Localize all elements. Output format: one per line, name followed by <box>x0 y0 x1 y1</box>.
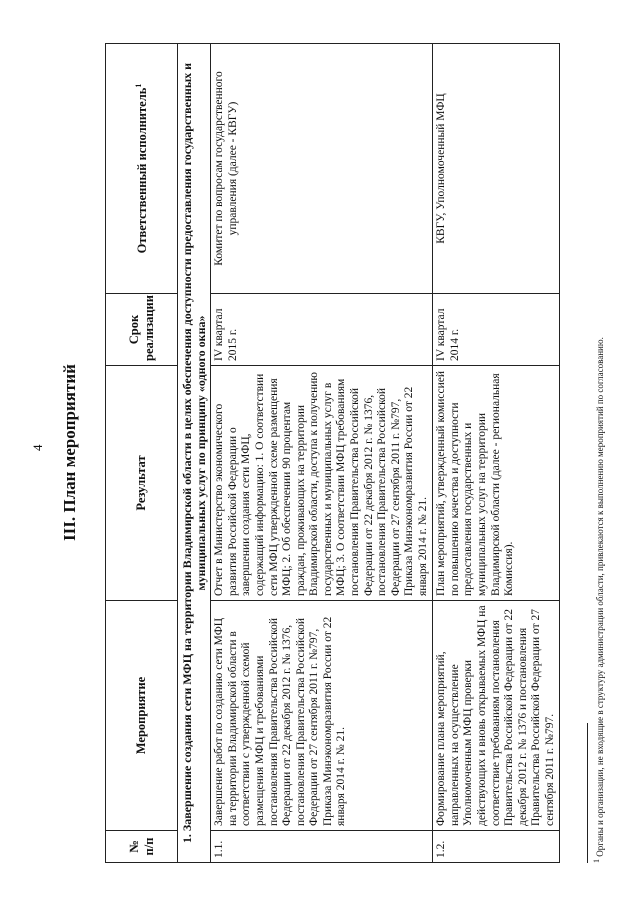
table-row <box>211 44 433 863</box>
page-title: III. План мероприятий <box>60 364 79 541</box>
row-responsible: КВГУ, Уполномоченный МФЦ <box>433 44 560 294</box>
header-num: № п/п <box>106 831 178 863</box>
table-header-row <box>106 44 178 863</box>
footnote-text: Органы и организации, не входящие в структуру администрации области, привлекаются к выполнению мероприятий по согласованию. <box>595 337 605 857</box>
header-result: Результат <box>106 366 178 601</box>
row-result: План мероприятий, утвержденный комиссией по повышению качества и доступности предоставления государственных и муниципальных услуг на территории Владимирской области (далее - региональная Комиссия). <box>433 366 560 601</box>
row-responsible: Комитет по вопросам государственного управления (далее - КВГУ) <box>211 44 433 294</box>
footnote-marker: 1 <box>592 859 601 863</box>
section-title: 1. Завершение создания сети МФЦ на территории Владимирской области в целях обеспечения доступности предоставления государственных и муниципальных услуг по принципу «одного окна» <box>178 44 211 863</box>
table-row <box>433 44 560 863</box>
header-responsible: Ответственный исполнитель$^1$ <box>106 44 178 294</box>
row-activity: Завершение работ по созданию сети МФЦ на территории Владимирской области в соответствии с утвержденной схемой размещения МФЦ и требованиями постановления Правительства Российской Федерации от 22 декабря 2012 г. № 1376, постановления Правительства Российской Федерации от 27 сентября 2011 г. №797, Приказа Минэкономразвития России от 22 января 2014 г. № 21. <box>211 601 433 831</box>
footnote-divider <box>587 723 588 863</box>
row-num: 1.2. <box>433 831 560 863</box>
footnote <box>587 43 605 863</box>
row-term: IV квартал 2014 г. <box>433 294 560 366</box>
footnote-ref: 1 <box>133 83 143 88</box>
section-row <box>178 44 211 863</box>
row-term: IV квартал 2015 г. <box>211 294 433 366</box>
row-num: 1.1. <box>211 831 433 863</box>
row-result: Отчет в Министерство экономического развития Российской Федерации о завершении создания сети МФЦ, содержащий информацию: 1. О соответствии сети МФЦ утвержденной схеме размещения МФЦ; 2. Об обеспечении 90 процентам граждан, проживающих на территории Владимирской области, доступа к получению государственных и муниципальных услуг в МФЦ; 3. О соответствии МФЦ требованиям постановления Правительства Российской Федерации от 22 декабря 2012 г. № 1376, постановления Правительства Российской Федерации от 27 сентября 2011 г. №797, Приказа Минэкономразвития России от 22 января 2014 г. № 21. <box>211 366 433 601</box>
header-term: Срок реализации <box>106 294 178 366</box>
row-activity: Формирование плана мероприятий, направленных на осуществление Уполномоченным МФЦ проверки действующих и вновь открываемых МФЦ на соответствие требованиям постановления Правительства Российской Федерации от 22 декабря 2012 г. № 1376 и постановления Правительства Российской Федерации от 27 сентября 2011 г. №797. <box>433 601 560 831</box>
plan-table <box>105 43 560 863</box>
header-activity: Мероприятие <box>106 601 178 831</box>
page-number: 4 <box>30 444 45 451</box>
